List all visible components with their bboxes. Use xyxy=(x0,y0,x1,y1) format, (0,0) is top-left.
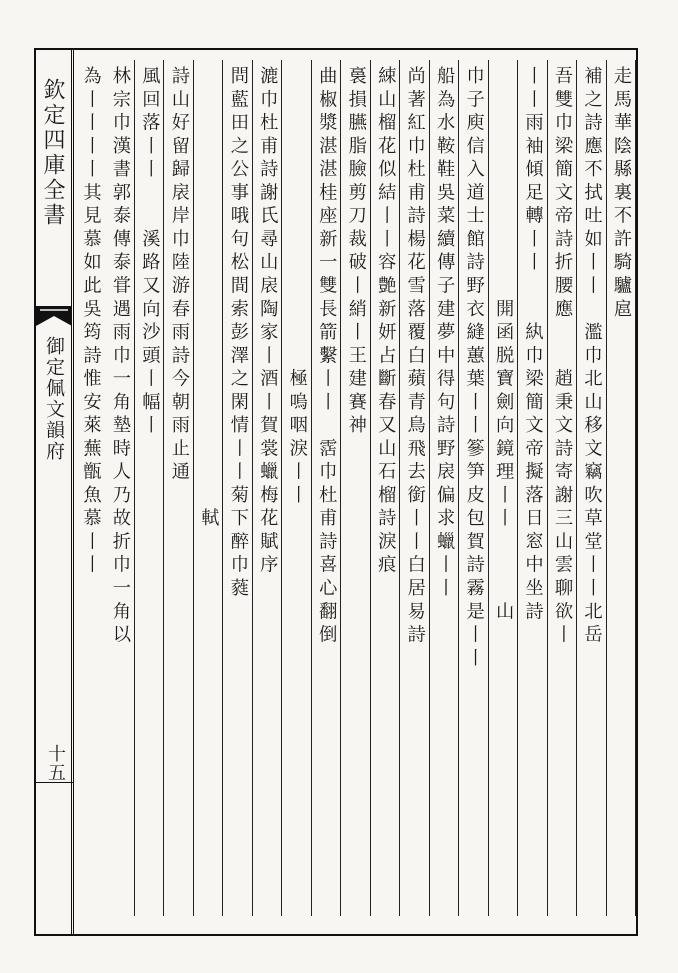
column-text: 吾雙巾梁簡文帝詩折腰應 趙秉文詩寄謝三山雲聊欲丨 xyxy=(552,66,574,648)
page-number-rule xyxy=(34,782,74,783)
text-column xyxy=(459,60,488,916)
column-text: 尚著紅巾杜甫詩楊花雪落覆白蘋青鳥飛去銜丨丨白居易詩 xyxy=(404,66,426,648)
text-column xyxy=(312,60,341,916)
column-text: 問藍田之公事哦句松間索彭澤之閑情丨丨菊下醉巾蕤 xyxy=(227,66,249,602)
column-text: 開函脱寶劍向鏡理丨丨 山 xyxy=(493,66,515,625)
text-column xyxy=(400,60,429,916)
book-title: 欽定四庫全書 xyxy=(40,78,65,228)
column-text: 丨丨雨袖傾足轉丨丨 紈巾梁簡文帝擬落日窓中坐詩 xyxy=(522,66,544,625)
text-column xyxy=(194,60,223,916)
column-text: 巾子庾信入道士館詩野衣縫蕙葉丨丨篸笋皮包賀詩霧是丨丨 xyxy=(463,66,485,672)
text-column xyxy=(371,60,400,916)
text-column xyxy=(607,60,636,916)
book-subtitle: 御定佩文韻府 xyxy=(43,336,65,462)
column-text: 曲椒漿湛湛桂座新一雙長箭繫丨丨 霑巾杜甫詩喜心翻倒 xyxy=(316,66,338,648)
text-column xyxy=(341,60,370,916)
column-text: 風回落丨丨 溪路又向沙頭丨幅丨 xyxy=(139,66,161,439)
column-text: 船為水鞍鞋吳菜續傳子建夢中得句詩野扆偏求蠟丨丨 xyxy=(434,66,456,602)
column-text: 林宗巾漢書郭泰傳泰甞遇雨巾一角墊時人乃故折巾一角以 xyxy=(109,66,131,648)
column-text: 為丨丨丨丨其見慕如此吳筠詩惟安萊蕪甑魚慕丨丨 xyxy=(80,66,102,578)
text-column xyxy=(489,60,518,916)
text-column xyxy=(518,60,547,916)
column-text: 裛損臙脂臉剪刀裁破丨綃丨王建賽神 xyxy=(345,66,367,439)
text-column xyxy=(577,60,606,916)
text-column xyxy=(548,60,577,916)
column-text: 漉巾杜甫詩謝氏尋山扆陶家丨酒丨賀裳蠟梅花賦序 xyxy=(257,66,279,578)
text-column xyxy=(135,60,164,916)
text-column xyxy=(282,60,311,916)
text-column xyxy=(105,60,134,916)
text-column xyxy=(223,60,252,916)
column-text: 走馬華陰縣裏不許騎驢扈 xyxy=(610,66,632,322)
column-text: 補之詩應不拭吐如丨丨 濫巾北山移文竊吹草堂丨丨北岳 xyxy=(581,66,603,648)
text-column xyxy=(164,60,193,916)
column-text: 軾 xyxy=(198,66,220,532)
text-column xyxy=(253,60,282,916)
page-number: 十五 xyxy=(45,744,66,782)
text-column xyxy=(430,60,459,916)
column-text: 極嗚咽淚丨丨 xyxy=(286,66,308,509)
text-column xyxy=(76,60,105,916)
fish-tail-ornament-icon xyxy=(34,302,74,330)
column-text: 詩山好留歸扆岸巾陸游春雨詩今朝雨止通 xyxy=(168,66,190,485)
column-text: 綀山榴花似結丨丨容艶新妍占斷春又山石榴詩淚痕 xyxy=(375,66,397,578)
